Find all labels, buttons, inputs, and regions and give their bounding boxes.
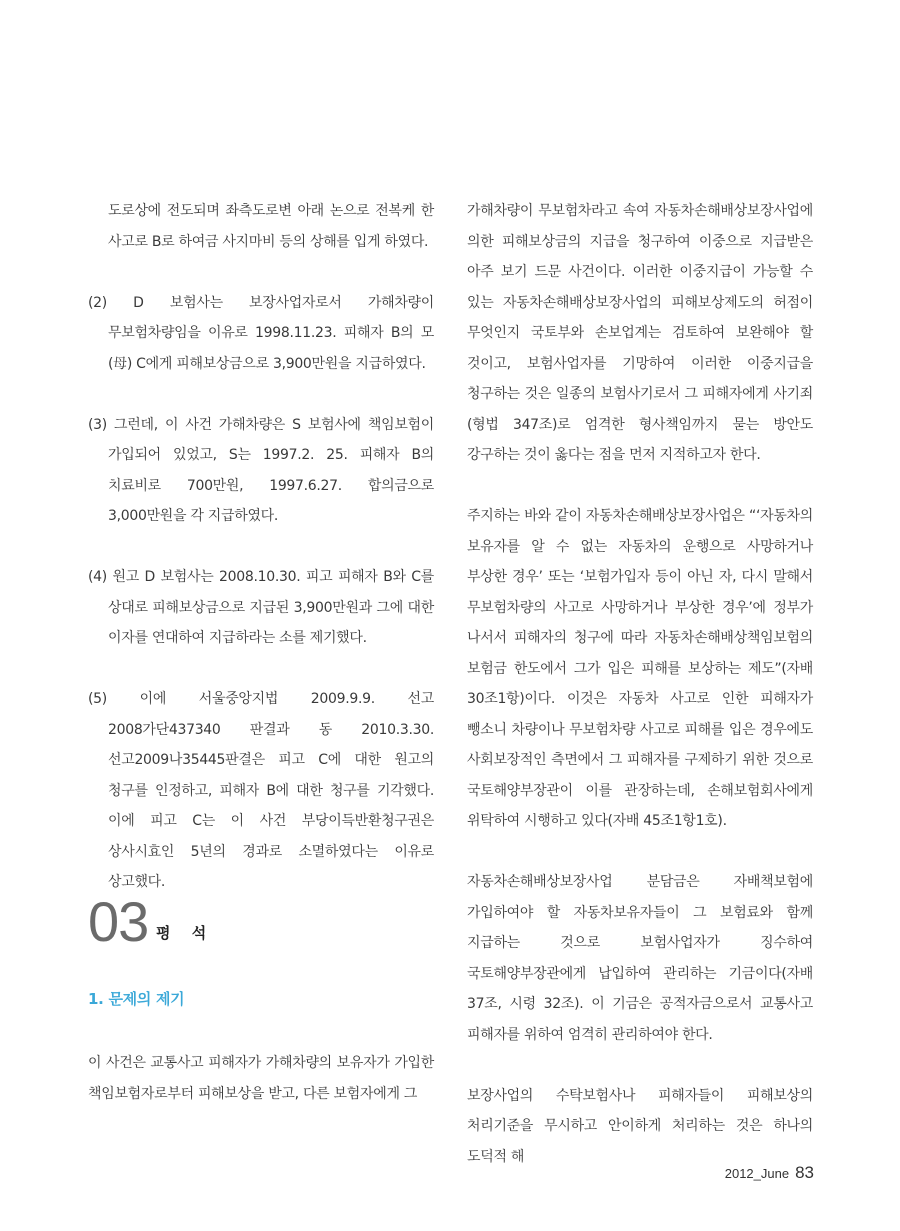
section-number: 03 <box>88 890 149 953</box>
list-item: (2) D 보험사는 보장사업자로서 가해차량이 무보험차량임을 이유로 1998.11.23. 피해자 B의 모(母) C에게 피해보상금으로 3,900만원을 지급하였다. <box>88 294 434 372</box>
intro-paragraph: 도로상에 전도되며 좌측도로변 아래 논으로 전복케 한 사고로 B로 하여금 사지마비 등의 상해를 입게 하였다. <box>108 203 434 250</box>
section-title: 평 석 <box>156 924 215 942</box>
subheading: 1. 문제의 제기 <box>88 990 185 1008</box>
list-item: (4) 원고 D 보험사는 2008.10.30. 피고 피해자 B와 C를 상대로 피해보상금으로 지급된 3,900만원과 그에 대한 이자를 연대하여 지급하라는 소를 제기했다. <box>88 569 434 646</box>
list-item: (3) 그런데, 이 사건 가해차량은 S 보험사에 책임보험이 가입되어 있었고, S는 1997.2. 25. 피해자 B의 치료비로 700만원, 1997.6.27. 합의금으로 3,000만원을 각 지급하였다. <box>88 416 434 524</box>
issue-label: 2012_June <box>724 1166 790 1181</box>
body-paragraph: 보장사업의 수탁보험사나 피해자들이 피해보상의 처리기준을 무시하고 안이하게 처리하는 것은 하나의 도덕적 해 <box>467 1087 813 1165</box>
left-column-bottom <box>88 1048 434 1109</box>
body-paragraph: 주지하는 바와 같이 자동차손해배상보장사업은 “‘자동차의 보유자를 알 수 없는 자동차의 운행으로 사망하거나 부상한 경우’ 또는 ‘보험가입자 등이 아닌 자, 다시 말해서 무보험차량의 사고로 사망하거나 부상한 경우’에 정부가 나서서 피해자의 청구에 따라 자동차손해배상책임보험의 보험금 한도에서 그가 입은 피해를 보상하는 제도”(자배 30조1항)이다. 이것은 자동차 사고로 인한 피해자가 뺑소니 차량이나 무보험차량 사고로 피해를 입은 경우에도 사회보장적인 측면에서 그 피해자를 구제하기 위한 것으로 국토해양부장관이 이를 관장하는데, 손해보험회사에게 위탁하여 시행하고 있다(자배 45조1항1호). <box>467 508 813 829</box>
page-number: 83 <box>795 1163 814 1182</box>
body-paragraph: 자동차손해배상보장사업 분담금은 자배책보험에 가입하여야 할 자동차보유자들이 그 보험료와 함께 지급하는 것으로 보험사업자가 징수하여 국토해양부장관에게 납입하여 관리하는 기금이다(자배 37조, 시령 32조). 이 기금은 공적자금으로서 교통사고 피해자를 위하여 엄격히 관리하여야 한다. <box>467 874 813 1043</box>
page-footer <box>725 1163 814 1189</box>
body-paragraph: 가해차량이 무보험차라고 속여 자동차손해배상보장사업에 의한 피해보상금의 지급을 청구하여 이중으로 지급받은 아주 보기 드문 사건이다. 이러한 이중지급이 가능할 수 있는 자동차손해배상보장사업의 피해보상제도의 허점이 무엇인지 국토부와 손보업계는 검토하여 보완해야 할 것이고, 보험사업자를 기망하여 이러한 이중지급을 청구하는 것은 일종의 보험사기로서 그 피해자에게 사기죄(형법 347조)로 엄격한 형사책임까지 묻는 방안도 강구하는 것이 옳다는 점을 먼저 지적하고자 한다. <box>467 203 813 463</box>
left-column <box>88 196 434 898</box>
body-paragraph: 이 사건은 교통사고 피해자가 가해차량의 보유자가 가입한 책임보험자로부터 피해보상을 받고, 다른 보험자에게 그 <box>88 1055 434 1102</box>
right-column <box>467 196 813 1172</box>
list-item: (5) 이에 서울중앙지법 2009.9.9. 선고 2008가단437340 판결과 동 2010.3.30. 선고2009나35445판결은 피고 C에 대한 원고의 청구를 인정하고, 피해자 B에 대한 청구를 기각했다. 이에 피고 C는 이 사건 부당이득반환청구권은 상사시효인 5년의 경과로 소멸하였다는 이유로 상고했다. <box>88 691 434 890</box>
